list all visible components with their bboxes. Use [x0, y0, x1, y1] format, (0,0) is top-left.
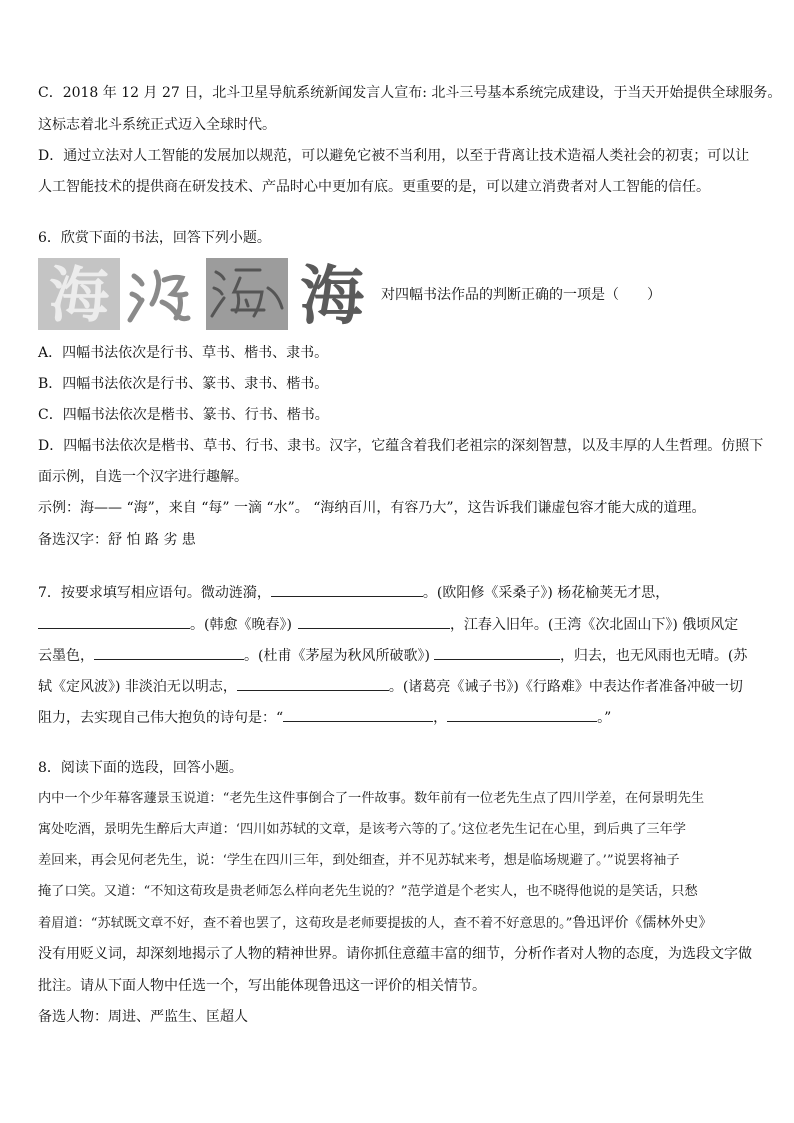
q7-text: ， — [433, 710, 448, 726]
q8-question-line2: 批注。请从下面人物中任选一个，写出能体现鲁迅这一评价的相关情节。 — [38, 978, 486, 994]
q7-text: 。(杜甫《茅屋为秋风所破歌》) — [244, 648, 430, 664]
q8-passage-line1: 内中一个少年幕客蘧景玉说道：“老先生这件事倒合了一件故事。数年前有一位老先生点了四川学差，在何景明先生 — [38, 791, 705, 806]
q8-title: 8．阅读下面的选段，回答小题。 — [38, 760, 243, 776]
q6-option-a: A．四幅书法依次是行书、草书、楷书、隶书。 — [38, 345, 329, 361]
q7-text: 阻力，去实现自己伟大抱负的诗句是：“ — [38, 710, 284, 726]
q8-question-text: 鲁迅评价《儒林外史》 — [572, 915, 713, 931]
q7-text: 。(欧阳修《采桑子》) 杨花榆荚无才思， — [422, 585, 670, 601]
calligraphy-image-2 — [122, 258, 204, 330]
q7-line1 — [38, 582, 669, 602]
svg-text:海: 海 — [49, 261, 109, 330]
q6-candidate-chars: 备选汉字：舒 怕 路 劣 患 — [38, 532, 196, 548]
q7-text: ，归去，也无风雨也无晴。(苏 — [559, 648, 748, 664]
q7-line4 — [38, 676, 743, 696]
q6-option-d-line2: 面示例，自选一个汉字进行趣解。 — [38, 469, 248, 485]
q5-option-d-line2: 人工智能技术的提供商在研发技术、产品时心中更加有底。更重要的是，可以建立消费者对人工智能的信任。 — [38, 179, 710, 195]
q6-prompt: 对四幅书法作品的判断正确的一项是（ ） — [381, 287, 661, 303]
q6-option-d-line1: D．四幅书法依次是楷书、草书、行书、隶书。汉字，它蕴含着我们老祖宗的深刻智慧，以及丰厚的人生哲理。仿照下 — [38, 438, 764, 454]
answer-blank[interactable] — [94, 645, 244, 660]
q7-line2 — [38, 614, 738, 634]
q6-title: 6．欣赏下面的书法，回答下列小题。 — [38, 230, 271, 246]
q7-text: 。” — [597, 710, 612, 726]
q8-candidate-characters: 备选人物：周进、严监生、匡超人 — [38, 1009, 248, 1025]
q6-option-c: C．四幅书法依次是楷书、篆书、行书、楷书。 — [38, 407, 329, 423]
q8-passage-line4: 掩了口笑。又道：“不知这荀玫是贵老师怎么样向老先生说的？”范学道是个老实人，也不晓得他说的是笑话，只愁 — [38, 884, 698, 899]
q7-text: ，江春入旧年。(王湾《次北固山下》) 俄顷风定 — [449, 617, 739, 633]
calligraphy-image-4 — [290, 258, 372, 330]
q8-question-line1: 没有用贬义词，却深刻地揭示了人物的精神世界。请你抓住意蕴丰富的细节，分析作者对人物的态度，为选段文字做 — [38, 946, 752, 962]
q8-passage-line5 — [38, 914, 712, 933]
q6-example: 示例：海—— “海”，来自 “每” 一滴 “水”。 “海纳百川，有容乃大”，这告诉我们谦虚包容才能大成的道理。 — [38, 500, 706, 516]
q7-text: 轼《定风波》) 非淡泊无以明志， — [38, 679, 237, 695]
q7-text: 。(韩愈《晚春》) — [190, 617, 292, 633]
q7-text: 。(诸葛亮《诫子书》)《行路难》中表达作者准备冲破一切 — [388, 679, 743, 695]
answer-blank[interactable] — [283, 707, 433, 722]
q5-option-c-line1: C．2018 年 12 月 27 日，北斗卫星导航系统新闻发言人宣布: 北斗三号基本系统完成建设，于当天开始提供全球服务。 — [38, 85, 782, 101]
calligraphy-image-3 — [206, 258, 288, 330]
answer-blank[interactable] — [271, 582, 423, 597]
q7-text: 云墨色， — [38, 648, 94, 664]
answer-blank[interactable] — [434, 645, 560, 660]
q8-passage-text: 着眉道：“苏轼既文章不好，查不着也罢了，这荀玫是老师要提拔的人，查不着不好意思的。” — [38, 916, 573, 931]
svg-text:海: 海 — [300, 260, 364, 330]
q7-text: 7．按要求填写相应语句。微动涟漪， — [38, 585, 271, 601]
answer-blank[interactable] — [298, 614, 450, 629]
q8-passage-line2: 寓处吃酒，景明先生醉后大声道：‘四川如苏轼的文章，是该考六等的了。’这位老先生记在心里，到后典了三年学 — [38, 822, 686, 837]
calligraphy-image-1 — [38, 258, 120, 330]
answer-blank[interactable] — [447, 707, 597, 722]
q7-line3 — [38, 645, 747, 665]
q8-passage-line3: 差回来，再会见何老先生，说：‘学生在四川三年，到处细查，并不见苏轼来考，想是临场规避了。’”说罢将袖子 — [38, 853, 680, 868]
q7-line5 — [38, 707, 611, 727]
answer-blank[interactable] — [237, 676, 389, 691]
q5-option-c-line2: 这标志着北斗系统正式迈入全球时代。 — [38, 117, 276, 133]
q5-option-d-line1: D．通过立法对人工智能的发展加以规范，可以避免它被不当利用，以至于背离让技术造福人类社会的初衷；可以让 — [38, 148, 750, 164]
answer-blank[interactable] — [38, 614, 190, 629]
q6-option-b: B．四幅书法依次是行书、篆书、隶书、楷书。 — [38, 376, 329, 392]
